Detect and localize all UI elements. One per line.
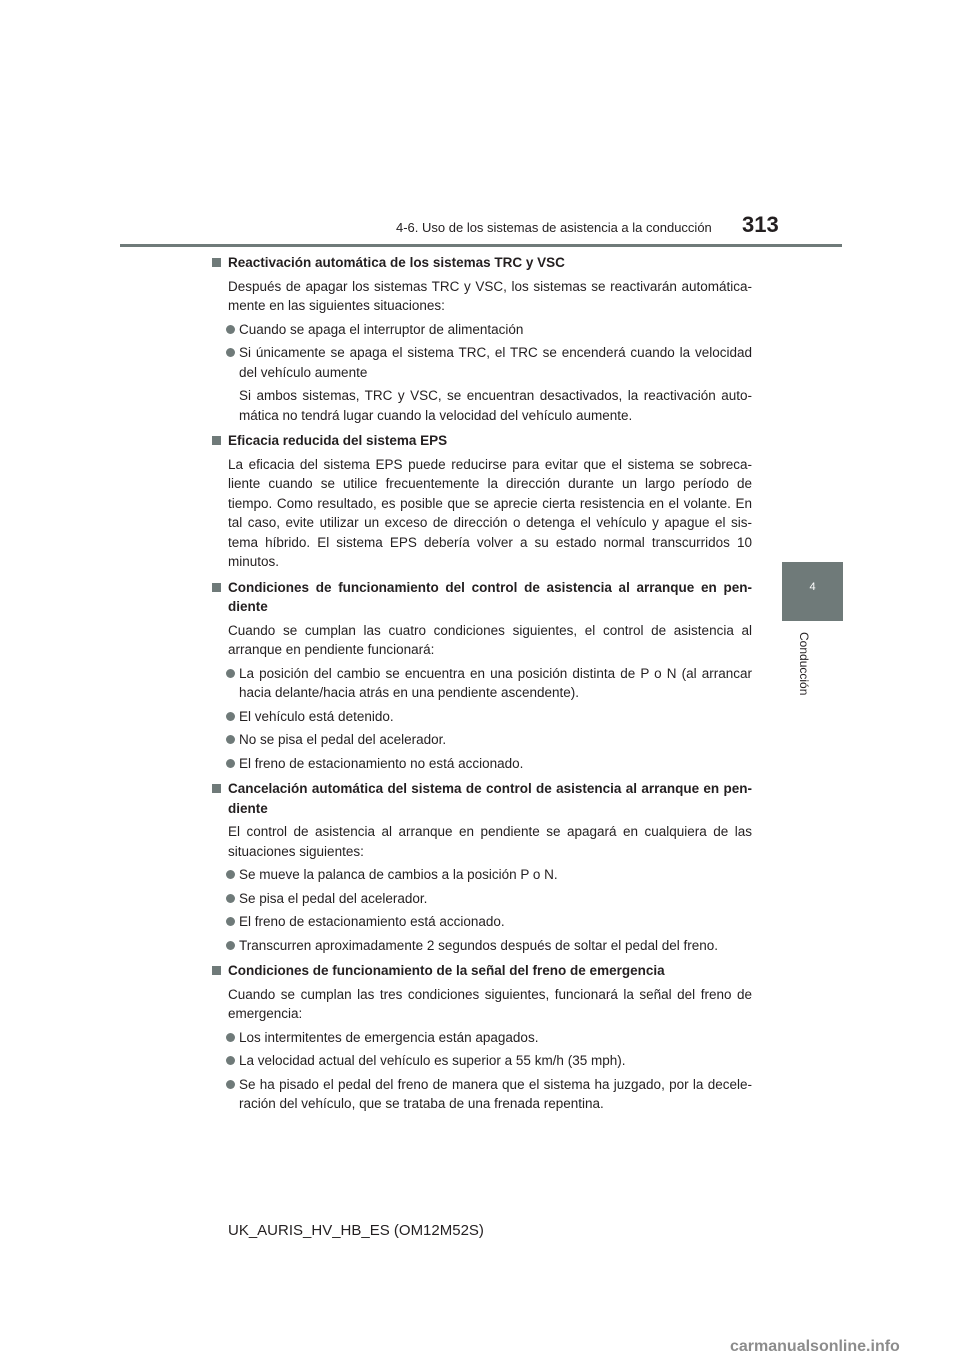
list-item (211, 707, 752, 727)
paragraph: La eficacia del sistema EPS puede reducirse para evitar que el sistema se sobreca-liente cuando se utilice frecuentemente la dirección durante un largo período de tiempo. Como resultado, es posible que se aprecie cierta resistencia en el volante. En tal caso, evite utilizar un exceso de dirección o detenga el vehículo y apague el sis-tema híbrido. El sistema EPS debería volver a su estado normal transcurridos 10 minutos. (228, 456, 752, 569)
circle-bullet-icon (226, 712, 235, 721)
section-heading (211, 578, 752, 617)
circle-bullet-icon (226, 1056, 235, 1065)
paragraph: Cuando se cumplan las cuatro condiciones siguientes, el control de asistencia al arranque en pendiente funcionará: (228, 622, 752, 657)
list-item-text: Transcurren aproximadamente 2 segundos después de soltar el pedal del freno. (239, 937, 719, 953)
section-heading (211, 779, 752, 818)
section-eps-reduced (211, 431, 752, 572)
list-item (211, 343, 752, 382)
header-rule (120, 244, 842, 247)
list-item (211, 912, 752, 932)
list-item (211, 936, 752, 956)
list-item (211, 889, 752, 909)
list-item (211, 320, 752, 340)
circle-bullet-icon (226, 870, 235, 879)
circle-bullet-icon (226, 759, 235, 768)
circle-bullet-icon (226, 917, 235, 926)
circle-bullet-icon (226, 894, 235, 903)
list-item-text: El freno de estacionamiento está accionado. (239, 914, 505, 929)
running-header-section-title: 4-6. Uso de los sistemas de asistencia a la conducción (396, 220, 712, 235)
list-item-text: Se pisa el pedal del acelerador. (239, 890, 428, 906)
circle-bullet-icon (226, 1033, 235, 1042)
section-heading-text: Condiciones de funcionamiento del control de asistencia al arranque en pen-diente (228, 579, 752, 614)
list-item-text: La velocidad actual del vehículo es superior a 55 km/h (35 mph). (239, 1053, 626, 1068)
section-heading-text: Reactivación automática de los sistemas TRC y VSC (228, 255, 565, 270)
circle-bullet-icon (226, 348, 235, 357)
document-code: UK_AURIS_HV_HB_ES (OM12M52S) (228, 1222, 484, 1239)
list-item (211, 865, 752, 885)
paragraph: Después de apagar los sistemas TRC y VSC, los sistemas se reactivarán automática-mente en las siguientes situaciones: (228, 278, 752, 313)
chapter-tab (782, 562, 843, 621)
square-bullet-icon (212, 583, 221, 592)
section-hill-start-cancel (211, 779, 752, 955)
square-bullet-icon (212, 784, 221, 793)
list-item (211, 1075, 752, 1114)
square-bullet-icon (212, 966, 221, 975)
square-bullet-icon (212, 258, 221, 267)
paragraph: Cuando se cumplan las tres condiciones siguientes, funcionará la señal del freno de emergencia: (228, 986, 752, 1021)
chapter-title: Conducción (797, 632, 811, 696)
chapter-number: 4 (809, 581, 816, 593)
circle-bullet-icon (226, 669, 235, 678)
list-item-note: Si ambos sistemas, TRC y VSC, se encuentran desactivados, la reactivación auto-mática no tendrá lugar cuando la velocidad del vehículo aumente. (239, 388, 752, 423)
page-number: 313 (742, 212, 779, 237)
circle-bullet-icon (226, 735, 235, 744)
list-item (211, 730, 752, 750)
list-item (211, 664, 752, 703)
circle-bullet-icon (226, 1080, 235, 1089)
list-item-text: El vehículo está detenido. (239, 708, 394, 724)
section-emergency-brake-signal (211, 961, 752, 1114)
section-trc-vsc-reactivation (211, 253, 752, 425)
section-hill-start-conditions (211, 578, 752, 774)
section-heading-text: Condiciones de funcionamiento de la señal del freno de emergencia (228, 963, 665, 978)
paragraph: El control de asistencia al arranque en pendiente se apagará en cualquiera de las situaciones siguientes: (228, 824, 752, 859)
list-item (211, 1028, 752, 1048)
list-item (211, 1051, 752, 1071)
circle-bullet-icon (226, 325, 235, 334)
page-content (211, 253, 752, 1120)
list-item-text: No se pisa el pedal del acelerador. (239, 732, 447, 747)
watermark: carmanualsonline.info (730, 1338, 900, 1355)
list-item (211, 754, 752, 774)
section-heading-text: Eficacia reducida del sistema EPS (228, 433, 448, 448)
list-item-text: Se ha pisado el pedal del freno de manera que el sistema ha juzgado, por la decele-ración del vehículo, que se trataba de una frenada repentina. (239, 1076, 752, 1111)
square-bullet-icon (212, 436, 221, 445)
section-heading (211, 961, 752, 981)
list-item-text: Se mueve la palanca de cambios a la posición P o N. (239, 867, 558, 882)
circle-bullet-icon (226, 941, 235, 950)
list-item-text: La posición del cambio se encuentra en una posición distinta de P o N (al arrancar hacia delante/hacia atrás en una pendiente ascendente). (239, 665, 752, 700)
section-heading (211, 431, 752, 451)
list-item-text: El freno de estacionamiento no está accionado. (239, 755, 524, 771)
section-heading-text: Cancelación automática del sistema de control de asistencia al arranque en pen-diente (228, 781, 752, 816)
list-item-text: Cuando se apaga el interruptor de alimentación (239, 321, 524, 337)
section-heading (211, 253, 752, 273)
list-item-text: Los intermitentes de emergencia están apagados. (239, 1029, 539, 1045)
list-item-text: Si únicamente se apaga el sistema TRC, el TRC se encenderá cuando la velocidad del vehículo aumente (239, 345, 752, 380)
